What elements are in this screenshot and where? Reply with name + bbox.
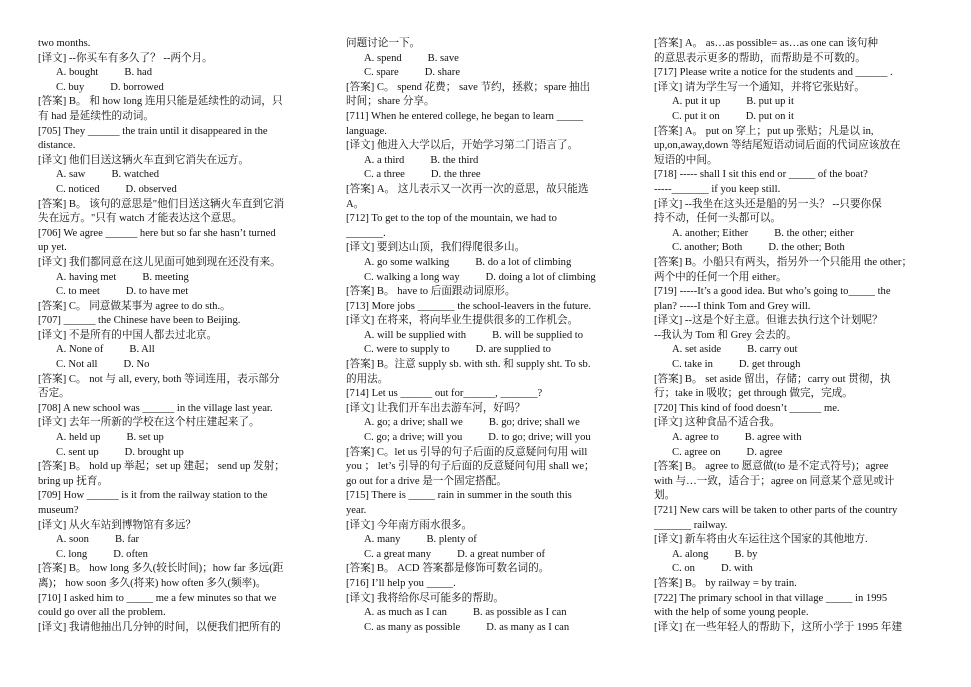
- option-text: A. None of: [56, 344, 104, 356]
- answer-options: [346, 168, 628, 183]
- option-text: A. as much as I can: [364, 607, 447, 619]
- option-text: D. put on it: [745, 110, 794, 122]
- answer-options: [346, 533, 628, 548]
- option-text: A. bought: [56, 67, 99, 79]
- option-text: C. noticed: [56, 183, 100, 195]
- text-line: you ； let’s 引导的句子后面的反意疑问句用 shall we；: [346, 461, 595, 473]
- text-line: 划。: [654, 490, 676, 502]
- answer-options: [346, 343, 628, 358]
- text-line: year.: [346, 505, 367, 516]
- option-text: D. No: [123, 359, 150, 371]
- option-text: C. another; Both: [672, 242, 743, 254]
- answer-options: [346, 256, 628, 271]
- text-line: 离)； how soon 多久(将来) how often 多久(频率)。: [38, 577, 267, 589]
- option-text: B. put up it: [746, 96, 794, 108]
- text-line: [719] -----It’s a good idea. But who’s going to_____ the: [654, 286, 891, 298]
- option-text: A. held up: [56, 432, 101, 444]
- text-line: 否定。: [38, 388, 70, 400]
- option-text: B. set up: [126, 432, 164, 444]
- text-line: [721] New cars will be taken to other parts of the country: [654, 505, 898, 516]
- option-text: D. as many as I can: [486, 621, 570, 633]
- text-line: up yet.: [38, 242, 67, 254]
- text-line: [译文] 今年南方雨水很多。: [346, 519, 473, 531]
- text-line: with 与…一致，适合于；agree on 同意某个意见或计: [654, 475, 895, 487]
- text-line: [译文] 在将来，将向毕业生提供很多的工作机会。: [346, 315, 579, 327]
- text-line: 失在远方。"只有 watch 才能表达这个意思。: [38, 213, 243, 225]
- answer-options: [654, 358, 936, 373]
- answer-options: [38, 271, 308, 286]
- text-line: [715] There is _____ rain in summer in the south this: [346, 490, 572, 502]
- option-text: A. agree to: [672, 432, 719, 444]
- option-text: B. plenty of: [426, 534, 477, 546]
- answer-options: [346, 606, 628, 621]
- option-text: A. saw: [56, 169, 86, 181]
- text-line: [答案] C。let us 引导的句子后面的反意疑问句用 will: [346, 446, 588, 458]
- column-left: [38, 37, 308, 635]
- option-text: C. agree on: [672, 446, 721, 458]
- text-line: 有 had 是延续性的动词。: [38, 110, 154, 122]
- text-line: [717] Please write a notice for the students and ______ .: [654, 67, 893, 79]
- option-text: B. save: [427, 52, 459, 64]
- option-text: D. with: [720, 563, 753, 575]
- option-text: C. put it on: [672, 110, 720, 122]
- answer-options: [654, 431, 936, 446]
- text-line: language.: [346, 125, 387, 137]
- option-text: C. were to supply to: [364, 344, 450, 356]
- option-text: B. All: [129, 344, 155, 356]
- text-line: _______ railway.: [654, 519, 728, 531]
- text-line: [713] More jobs _______ the school-leavers in the future.: [346, 300, 592, 312]
- text-line: [译文] 我们都同意在这儿见面可她到现在还没有来。: [38, 256, 281, 268]
- option-text: D. to go; drive; will you: [488, 432, 591, 444]
- text-line: [答案] B。 set aside 留出，存储；carry out 贯彻，执: [654, 373, 891, 385]
- answer-options: [654, 110, 936, 125]
- text-line: [722] The primary school in that village _____ in 1995: [654, 592, 888, 604]
- text-line: two months.: [38, 38, 91, 49]
- option-text: A. set aside: [672, 344, 722, 356]
- answer-options: [346, 416, 628, 431]
- answer-options: [38, 168, 308, 183]
- option-text: C. long: [56, 548, 88, 560]
- answer-options: [346, 66, 628, 81]
- answer-options: [38, 285, 308, 300]
- text-line: 两个中的任何一个用 either。: [654, 271, 787, 283]
- option-text: A. many: [364, 534, 401, 546]
- answer-options: [38, 548, 308, 563]
- text-line: 问题讨论一下。: [346, 38, 421, 49]
- text-line: go out for a drive 是一个固定搭配。: [346, 475, 507, 487]
- text-line: [707] ______ the Chinese have been to Beijing.: [38, 315, 241, 327]
- text-line: [译文] 要到达山顶，我们得爬很多山。: [346, 242, 526, 254]
- text-line: [译文] --你买车有多久了？ --两个月。: [38, 52, 213, 64]
- option-text: D. share: [424, 67, 461, 79]
- text-line: [译文] 我请他抽出几分钟的时间，以便我们把所有的: [38, 621, 281, 633]
- answer-options: [654, 446, 936, 461]
- text-line: museum?: [38, 505, 79, 516]
- answer-options: [38, 533, 308, 548]
- answer-options: [346, 52, 628, 67]
- option-text: B. by: [734, 548, 758, 560]
- option-text: B. the third: [430, 154, 479, 166]
- option-text: D. a great number of: [457, 548, 546, 560]
- text-line: [答案] B。 该句的意思是"他们目送这辆火车直到它消: [38, 198, 285, 210]
- answer-options: [38, 431, 308, 446]
- text-line: [答案] C。 同意做某事为 agree to do sth.。: [38, 300, 231, 312]
- option-text: B. watched: [111, 169, 160, 181]
- option-text: C. spare: [364, 67, 399, 79]
- text-line: [答案] B。 agree to 愿意做(to 是不定式符号)；agree: [654, 461, 889, 473]
- option-text: B. will be supplied to: [492, 329, 584, 341]
- text-line: with the help of some young people.: [654, 607, 809, 619]
- answer-options: [346, 329, 628, 344]
- option-text: D. to have met: [125, 286, 189, 298]
- text-line: --我认为 Tom 和 Grey 会去的。: [654, 329, 797, 341]
- text-line: [答案] C。 spend 花费； save 节约，拯救；spare 抽出: [346, 81, 591, 93]
- answer-options: [38, 446, 308, 461]
- option-text: D. brought up: [124, 446, 184, 458]
- answer-options: [346, 431, 628, 446]
- text-line: [译文] 在一些年轻人的帮助下，这所小学于 1995 年建: [654, 621, 903, 633]
- text-line: [译文] 从火车站到博物馆有多远？: [38, 519, 197, 531]
- option-text: C. on: [672, 563, 695, 575]
- option-text: D. the three: [430, 169, 481, 181]
- option-text: B. go; drive; shall we: [488, 417, 580, 429]
- option-text: C. as many as possible: [364, 621, 461, 633]
- text-line: 的意思表示更多的帮助，而帮助是不可数的。: [654, 52, 866, 64]
- option-text: B. the other; either: [774, 227, 854, 239]
- text-line: distance.: [38, 140, 76, 152]
- text-line: [译文] --这是个好主意。但谁去执行这个计划呢？: [654, 315, 883, 327]
- option-text: D. observed: [125, 183, 177, 195]
- answer-options: [654, 548, 936, 563]
- text-line: [答案] B。 hold up 举起；set up 建起； send up 发射；: [38, 461, 285, 473]
- option-text: A. go some walking: [364, 256, 450, 268]
- answer-options: [654, 95, 936, 110]
- answer-options: [38, 343, 308, 358]
- option-text: C. take in: [672, 359, 713, 371]
- option-text: B. meeting: [142, 271, 189, 283]
- text-line: [答案] B。注意 supply sb. with sth. 和 supply sht. To sb.: [346, 359, 591, 371]
- option-text: A. a third: [364, 154, 405, 166]
- answer-options: [38, 358, 308, 373]
- option-text: D. are supplied to: [475, 344, 551, 356]
- text-line: [答案] A。 这儿表示又一次再一次的意思，故只能选: [346, 183, 589, 195]
- answer-options: [38, 183, 308, 198]
- text-line: 持不动，任何一头都可以。: [654, 213, 782, 225]
- text-line: [708] A new school was ______ in the village last year.: [38, 402, 273, 414]
- text-line: plan? -----I think Tom and Grey will.: [654, 300, 811, 312]
- option-text: D. agree: [746, 446, 783, 458]
- text-line: 短语的中间。: [654, 154, 718, 166]
- text-line: [答案] A。 put on 穿上；put up 张贴；凡是以 in,: [654, 125, 874, 137]
- option-text: C. to meet: [56, 286, 100, 298]
- text-line: _______.: [346, 227, 386, 239]
- option-text: D. borrowed: [110, 81, 164, 93]
- text-line: [译文] 不是所有的中国人都去过北京。: [38, 329, 218, 341]
- text-line: [译文] 让我们开车出去游车河，好吗？: [346, 402, 526, 414]
- option-text: B. as possible as I can: [472, 607, 567, 619]
- option-text: C. walking a long way: [364, 271, 460, 283]
- text-line: [译文] 请为学生写一个通知，并将它张贴好。: [654, 81, 865, 93]
- text-line: [706] We agree ______ here but so far she hasn’t turned: [38, 227, 276, 239]
- option-text: C. a great many: [364, 548, 432, 560]
- answer-options: [346, 621, 628, 636]
- option-text: B. had: [124, 67, 153, 79]
- option-text: A. spend: [364, 52, 402, 64]
- text-line: 行；take in 吸收；get through 做完，完成。: [654, 388, 853, 400]
- text-line: [答案] B。 和 how long 连用只能是延续性的动词，只: [38, 96, 283, 108]
- answer-options: [654, 562, 936, 577]
- option-text: B. far: [114, 534, 140, 546]
- option-text: A. another; Either: [672, 227, 749, 239]
- text-line: [译文] 这种食品不适合我。: [654, 417, 781, 429]
- answer-options: [654, 241, 936, 256]
- option-text: B. do a lot of climbing: [475, 256, 572, 268]
- answer-options: [654, 343, 936, 358]
- answer-options: [654, 227, 936, 242]
- option-text: A. go; a drive; shall we: [364, 417, 463, 429]
- option-text: C. sent up: [56, 446, 99, 458]
- text-line: [译文] --我坐在这头还是船的另一头？ --只要你保: [654, 198, 882, 210]
- text-line: [711] When he entered college, he began to learn _____: [346, 110, 584, 122]
- text-line: [716] I’ll help you _____.: [346, 577, 456, 589]
- text-line: [答案] B。 by railway = by train.: [654, 577, 797, 589]
- text-line: [译文] 他进入大学以后，开始学习第二门语言了。: [346, 140, 579, 152]
- text-line: A。: [346, 198, 365, 210]
- text-line: [译文] 我将给你尽可能多的帮助。: [346, 592, 505, 604]
- answer-options: [346, 271, 628, 286]
- text-line: [译文] 他们目送这辆火车直到它消失在远方。: [38, 154, 249, 166]
- text-line: [译文] 去年一所新的学校在这个村庄建起来了。: [38, 417, 260, 429]
- text-line: [答案] B。 how long 多久(较长时间)；how far 多远(距: [38, 563, 284, 575]
- column-right: [654, 37, 936, 635]
- text-line: -----_______ if you keep still.: [654, 183, 781, 195]
- option-text: B. agree with: [744, 432, 802, 444]
- text-line: [714] Let us ______ out for______, _______?: [346, 388, 543, 400]
- text-line: [705] They ______ the train until it disappeared in the: [38, 125, 268, 137]
- option-text: A. having met: [56, 271, 117, 283]
- answer-options: [38, 66, 308, 81]
- answer-options: [346, 154, 628, 169]
- option-text: C. Not all: [56, 359, 98, 371]
- option-text: A. put it up: [672, 96, 721, 108]
- option-text: A. along: [672, 548, 709, 560]
- option-text: A. soon: [56, 534, 89, 546]
- text-line: 的用法。: [346, 373, 389, 385]
- option-text: A. will be supplied with: [364, 329, 467, 341]
- option-text: D. often: [113, 548, 148, 560]
- text-line: [答案] B。 have to 后面跟动词原形。: [346, 286, 516, 298]
- answer-options: [38, 81, 308, 96]
- text-line: [709] How ______ is it from the railway station to the: [38, 490, 268, 502]
- option-text: D. get through: [738, 359, 801, 371]
- text-line: 时间；share 分享。: [346, 96, 435, 108]
- option-text: C. a three: [364, 169, 405, 181]
- option-text: C. go; a drive; will you: [364, 432, 463, 444]
- text-line: [712] To get to the top of the mountain, we had to: [346, 213, 557, 225]
- text-line: could go over all the problem.: [38, 607, 166, 619]
- text-line: [答案] A。 as…as possible= as…as one can 该句种: [654, 38, 878, 49]
- text-line: bring up 抚育。: [38, 475, 109, 487]
- column-middle: [346, 37, 628, 635]
- answer-options: [346, 548, 628, 563]
- text-line: [720] This kind of food doesn’t ______ me.: [654, 402, 840, 414]
- text-line: up,on,away,down 等结尾短语动词后面的代词应该放在: [654, 140, 901, 152]
- text-line: [译文] 新车将由火车运往这个国家的其他地方.: [654, 534, 868, 546]
- option-text: C. buy: [56, 81, 85, 93]
- text-line: [718] ----- shall I sit this end or _____ of the boat?: [654, 169, 868, 181]
- option-text: D. doing a lot of climbing: [485, 271, 596, 283]
- text-line: [答案] B。小船只有两头，指另外一个只能用 the other；: [654, 256, 913, 268]
- text-line: [答案] C。 not 与 all, every, both 等词连用，表示部分: [38, 373, 280, 385]
- option-text: D. the other; Both: [768, 242, 845, 254]
- text-line: [710] I asked him to _____ me a few minutes so that we: [38, 592, 277, 604]
- text-line: [答案] B。 ACD 答案都是修饰可数名词的。: [346, 563, 550, 575]
- option-text: B. carry out: [747, 344, 798, 356]
